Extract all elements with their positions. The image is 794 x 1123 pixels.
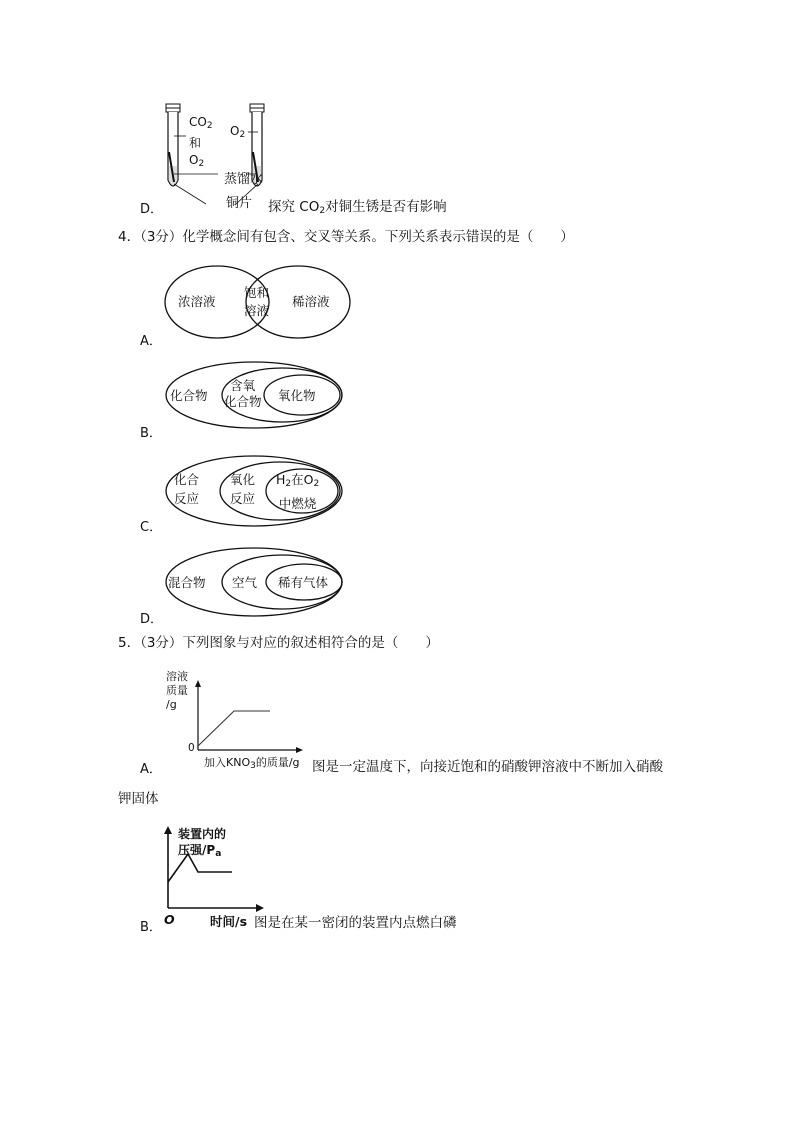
q4-option-d [140,546,370,626]
q5-a-description: 图是一定温度下，向接近饱和的硝酸钾溶液中不断加入硝酸 [312,759,663,775]
pressure-ylabel: 装置内的 压强$/P_a$ [178,827,227,859]
q3-option-d [140,100,480,220]
option-letter-a-q5: A． [140,762,162,777]
concentrated-solution-label: 浓溶液 [178,294,216,309]
q4-option-a [140,262,370,352]
origin-label-a: 0 [188,742,195,754]
mixture-label: 混合物 [168,575,206,590]
time-xlabel: 时间/s [210,914,248,929]
option-letter-d: D． [140,202,164,217]
q5-stem: 5．（3分）下列图象与对应的叙述相符合的是（ ） [118,635,439,651]
q5-option-b [140,820,700,940]
oxygen-compound-label: 含氧 化合物 [224,378,262,409]
dilute-solution-label: 稀溶液 [292,294,330,309]
air-label: 空气 [232,575,258,590]
option-letter-a: A． [140,334,162,349]
copper-label: 铜片 [226,196,253,211]
saturated-solution-label: 饱和 溶液 [244,285,270,318]
q4-stem: 4．（3分）化学概念间有包含、交叉等关系。下列关系表示错误的是（ ） [118,229,574,245]
right-gas-label: $O_2$ [230,124,246,140]
left-gas-label: $CO_2$ 和 $O_2$ [189,115,213,169]
q5-b-description: 图是在某一密闭的装置内点燃白磷 [254,915,457,931]
solution-mass-ylabel: 溶液 质量 /g [166,670,188,711]
kno3-mass-xlabel: 加入$KNO_3$的质量/g [204,756,300,771]
q4-option-c [140,454,370,534]
q4-option-b [140,360,370,440]
compound-label: 化合物 [170,388,208,403]
oxide-label: 氧化物 [278,388,316,403]
water-label: 蒸馏水 [224,172,264,187]
combination-reaction-label: 化合 反应 [174,472,200,506]
q5-a-description-cont: 钾固体 [118,791,159,807]
option-letter-b: B． [140,426,162,441]
oxidation-reaction-label: 氧化 反应 [230,472,256,506]
origin-label-b: O [164,912,175,927]
noble-gas-label: 稀有气体 [278,575,329,590]
option-letter-d-q4: D． [140,612,164,627]
hydrogen-burning-label: $H_2$在$O_2$ 中燃烧 [276,472,320,511]
q5-option-a [140,666,700,776]
option-letter-c: C． [140,520,163,535]
q3-d-caption: 探究 $CO_2$对铜生锈是否有影响 [268,199,447,216]
option-letter-b-q5: B． [140,920,162,935]
